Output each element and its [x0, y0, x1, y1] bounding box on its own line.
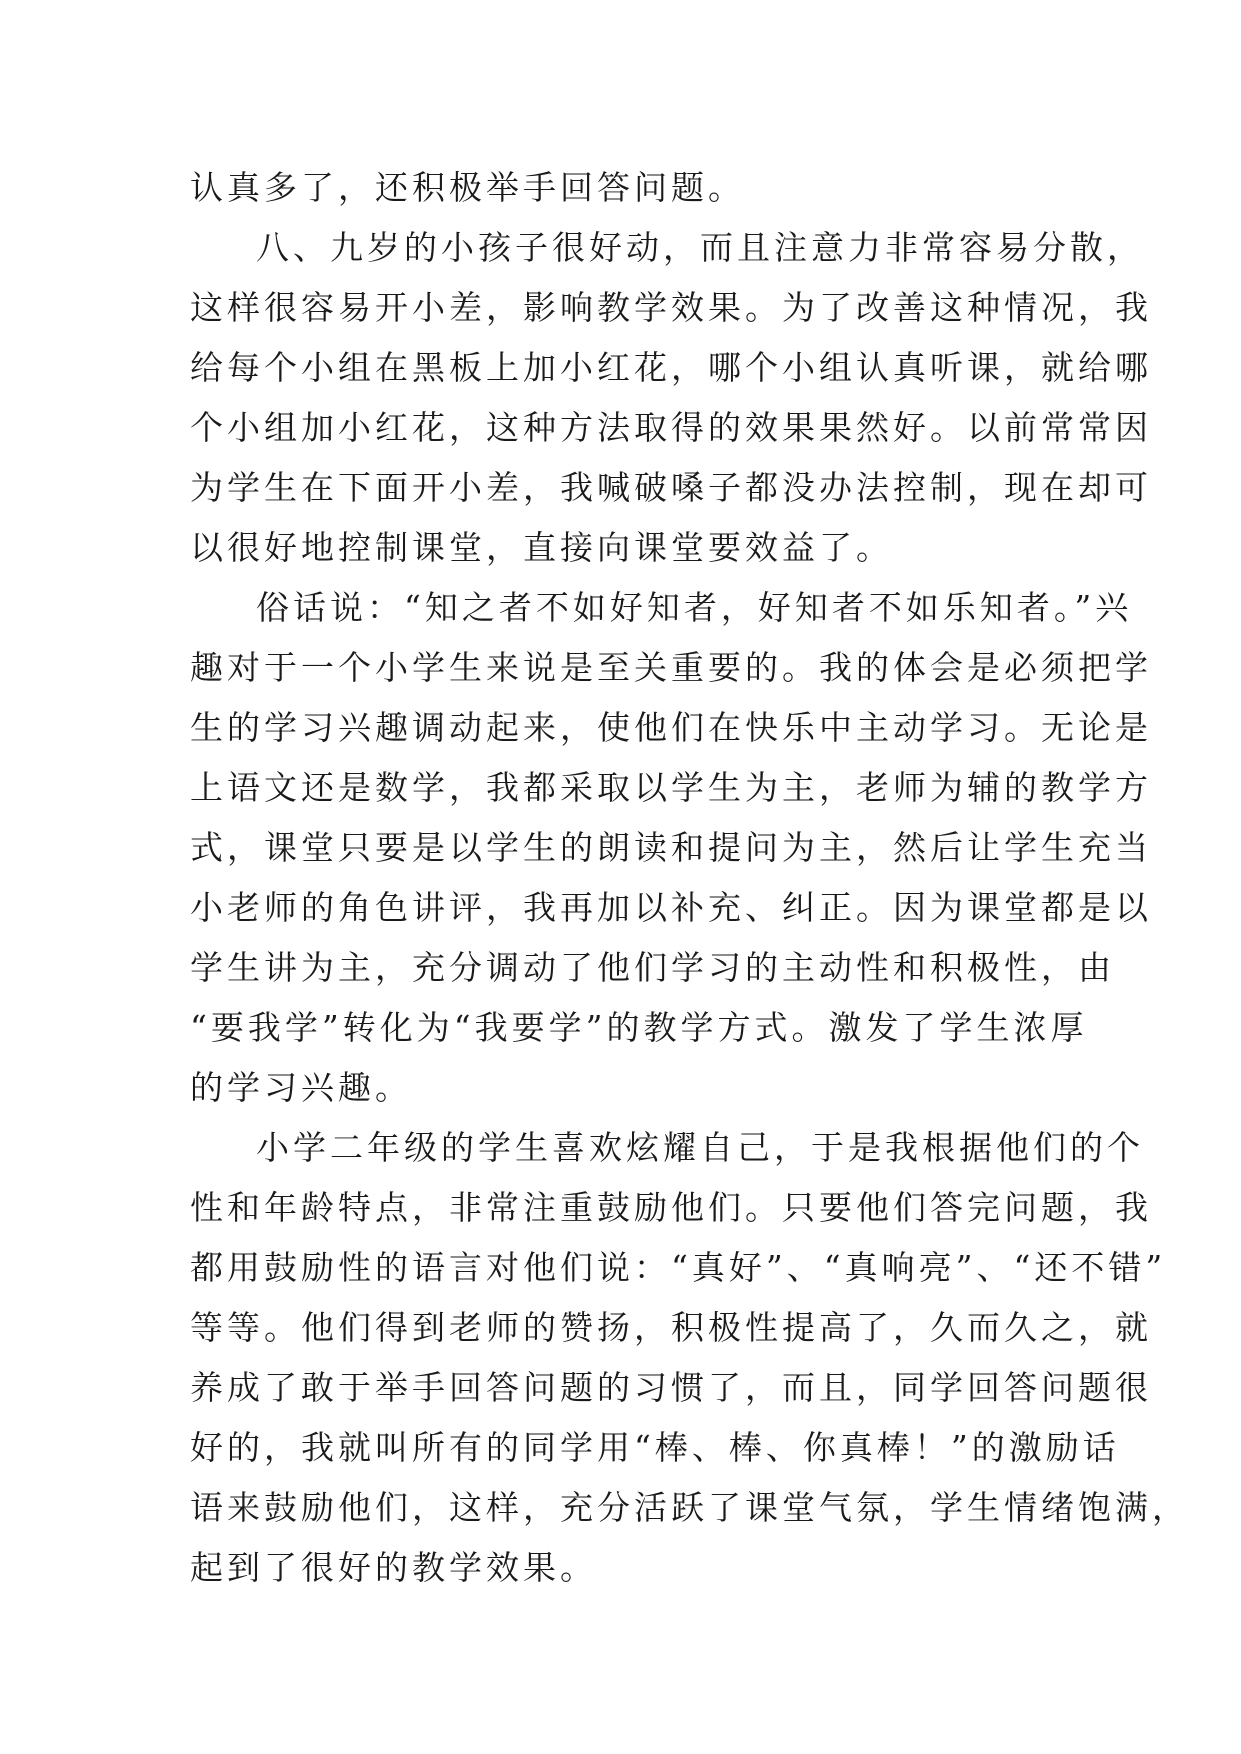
text-line: 等等。他们得到老师的赞扬，积极性提高了，久而久之，就 [190, 1308, 1152, 1347]
text-line: 语来鼓励他们，这样，充分活跃了课堂气氛，学生情绪饱满， [190, 1488, 1189, 1527]
text-line: 好的，我就叫所有的同学用“棒、棒、你真棒！”的激励话 [190, 1428, 1120, 1467]
paragraph-1 [190, 158, 1090, 218]
text-line: 个小组加小红花，这种方法取得的效果果然好。以前常常因 [190, 408, 1152, 447]
text-line: 俗话说：“知之者不如好知者，好知者不如乐知者。”兴 [256, 588, 1133, 627]
text-line: 小老师的角色讲评，我再加以补充、纠正。因为课堂都是以 [190, 888, 1152, 927]
text-line: 小学二年级的学生喜欢炫耀自己，于是我根据他们的个 [256, 1128, 1144, 1167]
paragraph-2 [190, 218, 1152, 578]
text-line: 养成了敢于举手回答问题的习惯了，而且，同学回答问题很 [190, 1368, 1152, 1407]
text-line: “要我学”转化为“我要学”的教学方式。激发了学生浓厚 [190, 1008, 1088, 1047]
text-line: 的学习兴趣。 [190, 1068, 412, 1107]
text-line: 这样很容易开小差，影响教学效果。为了改善这种情况，我 [190, 288, 1152, 327]
text-line: 给每个小组在黑板上加小红花，哪个小组认真听课，就给哪 [190, 348, 1152, 387]
text-line: 生的学习兴趣调动起来，使他们在快乐中主动学习。无论是 [190, 708, 1152, 747]
text-line: 上语文还是数学，我都采取以学生为主，老师为辅的教学方 [190, 768, 1152, 807]
text-line: 趣对于一个小学生来说是至关重要的。我的体会是必须把学 [190, 648, 1152, 687]
text-line: 式，课堂只要是以学生的朗读和提问为主，然后让学生充当 [190, 828, 1152, 867]
paragraph-4 [190, 1118, 1189, 1598]
text-line: 八、九岁的小孩子很好动，而且注意力非常容易分散， [256, 228, 1144, 267]
text-line: 性和年龄特点，非常注重鼓励他们。只要他们答完问题，我 [190, 1188, 1152, 1227]
text-line: 为学生在下面开小差，我喊破嗓子都没办法控制，现在却可 [190, 468, 1152, 507]
text-line: 学生讲为主，充分调动了他们学习的主动性和积极性，由 [190, 948, 1115, 987]
paragraph-3 [190, 578, 1152, 1118]
document-body [190, 158, 1189, 1598]
text-line: 认真多了，还积极举手回答问题。 [190, 168, 745, 207]
text-line: 以很好地控制课堂，直接向课堂要效益了。 [190, 528, 893, 567]
text-line: 起到了很好的教学效果。 [190, 1548, 597, 1587]
text-line: 都用鼓励性的语言对他们说：“真好”、“真响亮”、“还不错” [190, 1248, 1167, 1287]
